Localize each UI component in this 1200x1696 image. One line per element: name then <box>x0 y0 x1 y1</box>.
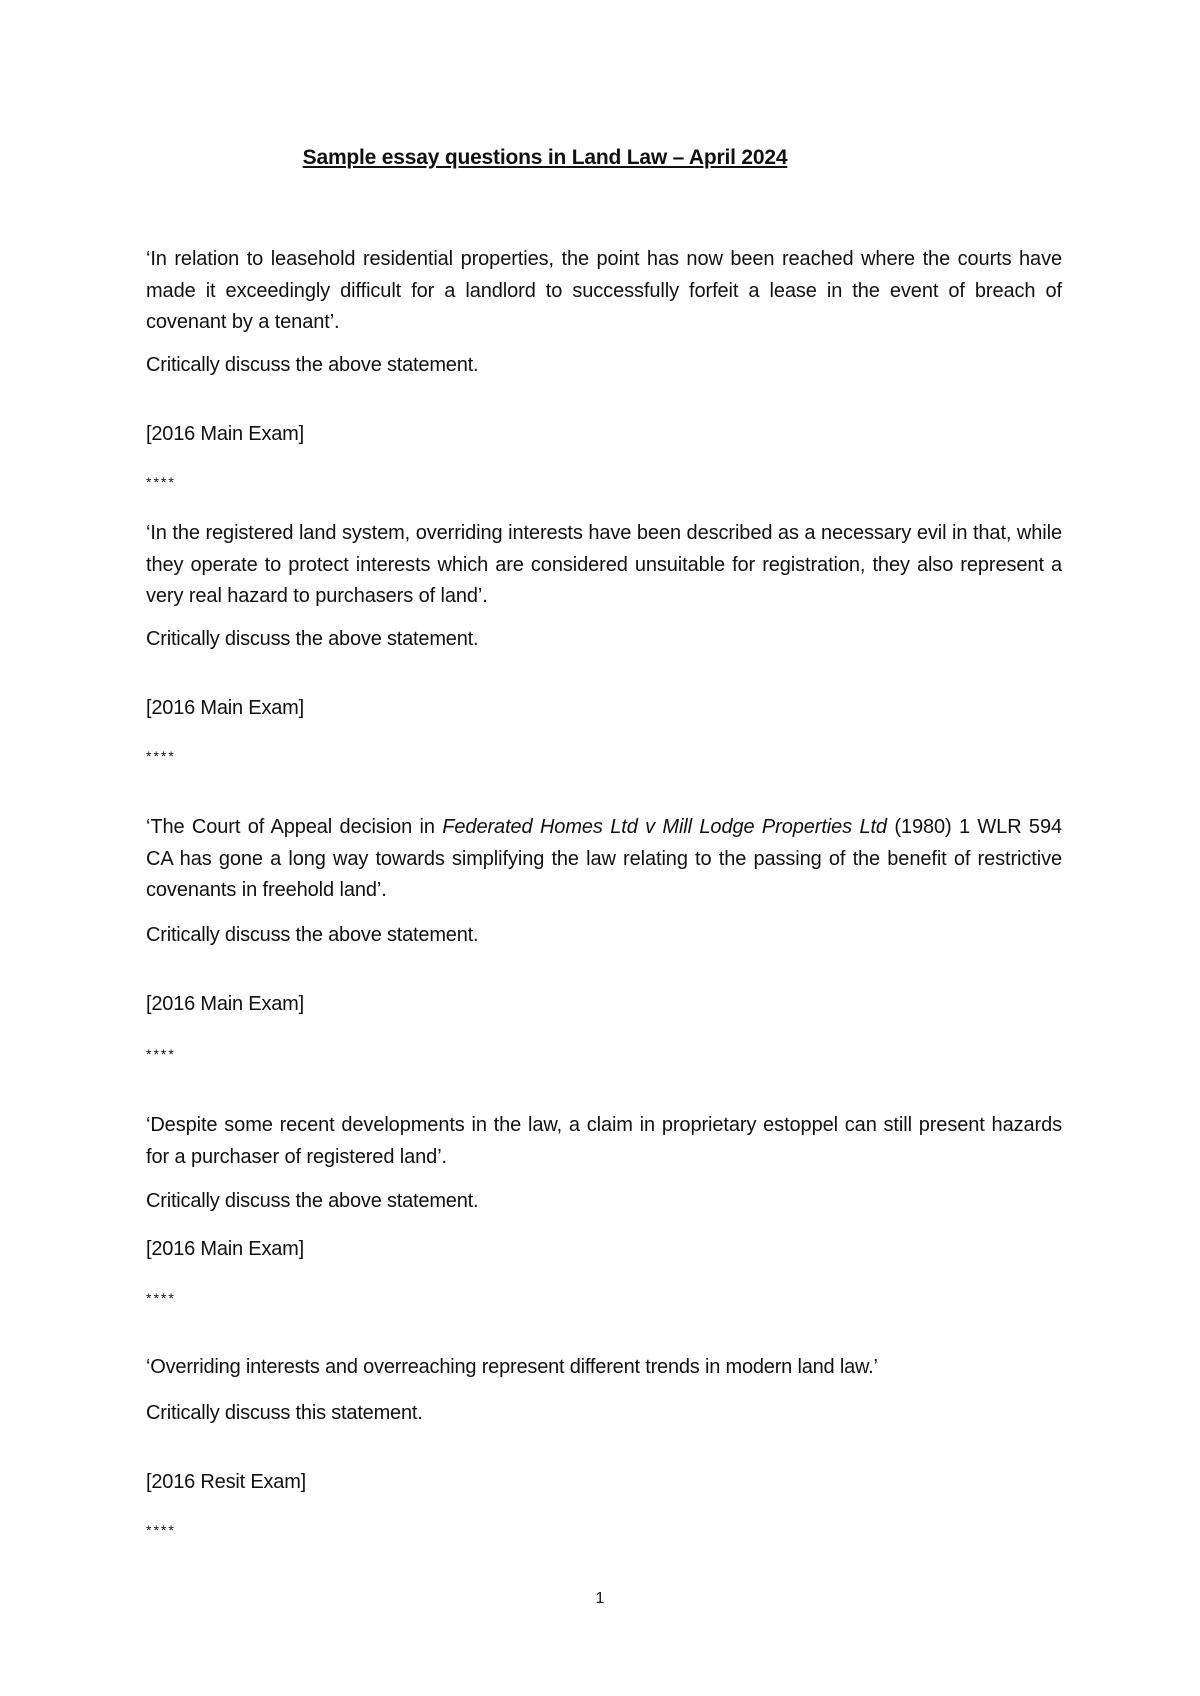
question-4-instruction: Critically discuss the above statement. <box>146 1190 479 1212</box>
question-4-source: [2016 Main Exam] <box>146 1238 304 1260</box>
question-3-case-name: Federated Homes Ltd v Mill Lodge Properties Ltd <box>442 816 887 838</box>
question-2-source: [2016 Main Exam] <box>146 697 304 719</box>
page-number: 1 <box>595 1590 605 1607</box>
question-1-quote: ‘In relation to leasehold residential properties, the point has now been reached where the courts have made it exceedingly difficult for a landlord to successfully forfeit a lease in the event of breach of covenant by a tenant’. <box>146 248 1062 333</box>
question-5-separator: **** <box>146 1522 176 1538</box>
page-title: Sample essay questions in Land Law – April 2024 <box>302 146 788 169</box>
question-3-quote <box>146 812 1062 907</box>
question-4-quote: ‘Despite some recent developments in the law, a claim in proprietary estoppel can still present hazards for a purchaser of registered land’. <box>146 1114 1062 1168</box>
question-5-source: [2016 Resit Exam] <box>146 1471 307 1493</box>
question-5-instruction: Critically discuss this statement. <box>146 1402 423 1424</box>
question-3-quote-after: (1980) 1 WLR 594 CA has gone a long way towards simplifying the law relating to the passing of the benefit of restrictive covenants in freehold land’. <box>146 816 1063 901</box>
question-4-separator: **** <box>146 1290 176 1306</box>
question-3-quote-before: ‘The Court of Appeal decision in <box>146 816 443 838</box>
question-1-separator: **** <box>146 474 176 490</box>
question-2-quote: ‘In the registered land system, overriding interests have been described as a necessary evil in that, while they operate to protect interests which are considered unsuitable for registration, they also represent a very real hazard to purchasers of land’. <box>146 522 1062 607</box>
question-3-instruction: Critically discuss the above statement. <box>146 924 479 946</box>
question-3-separator: **** <box>146 1046 176 1062</box>
question-3-source: [2016 Main Exam] <box>146 993 304 1015</box>
question-5-quote: ‘Overriding interests and overreaching represent different trends in modern land law.’ <box>146 1356 878 1378</box>
question-1-source: [2016 Main Exam] <box>146 423 304 445</box>
question-2-instruction: Critically discuss the above statement. <box>146 628 479 650</box>
question-2-separator: **** <box>146 748 176 764</box>
question-1-instruction: Critically discuss the above statement. <box>146 354 479 376</box>
